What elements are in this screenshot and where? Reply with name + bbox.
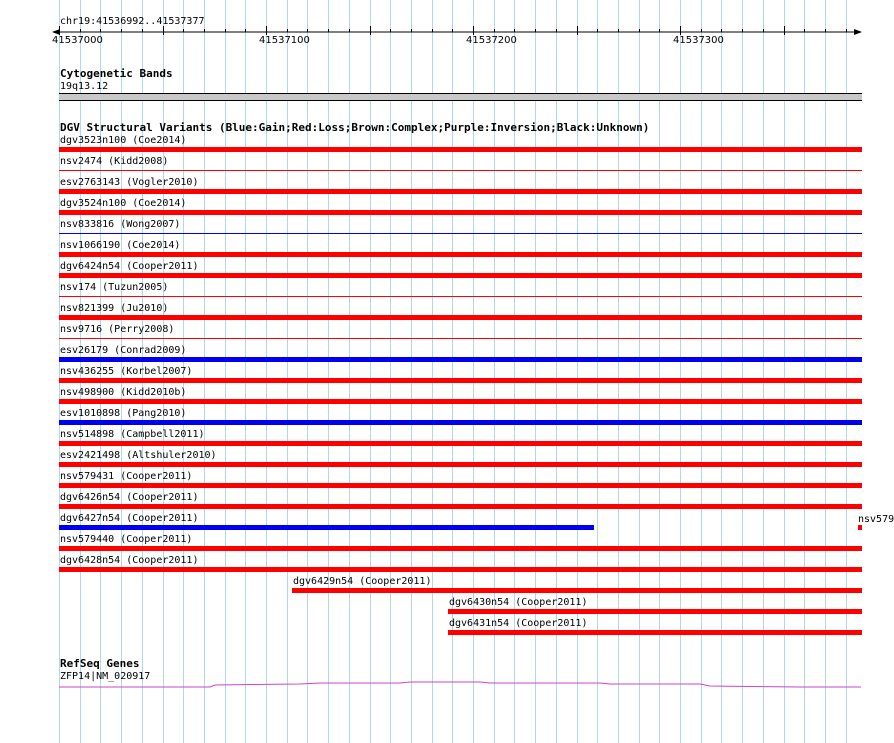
ruler-minor-ticks [60, 26, 847, 35]
region-label: chr19:41536992..41537377 [60, 16, 205, 27]
dgv-feature-bar[interactable] [59, 525, 594, 530]
dgv-feature-bar[interactable] [59, 546, 862, 551]
ruler-tick-label: 41537000 [52, 35, 103, 46]
dgv-feature-bar[interactable] [59, 567, 862, 572]
dgv-feature-label[interactable]: nsv821399 (Ju2010) [60, 303, 169, 314]
dgv-feature-bar[interactable] [59, 210, 862, 215]
dgv-feature-bar[interactable] [59, 315, 862, 320]
dgv-feature-label[interactable]: esv2763143 (Vogler2010) [60, 177, 199, 188]
dgv-feature-bar[interactable] [59, 252, 862, 257]
dgv-feature-bar[interactable] [59, 170, 862, 171]
dgv-feature-bar[interactable] [292, 588, 862, 593]
dgv-feature-label[interactable]: nsv579431 (Cooper2011) [60, 471, 193, 482]
dgv-feature-label[interactable]: nsv833816 (Wong2007) [60, 219, 181, 230]
dgv-feature-bar[interactable] [59, 399, 862, 404]
ruler-arrow-right [854, 29, 862, 35]
dgv-feature-label[interactable]: esv26179 (Conrad2009) [60, 345, 187, 356]
dgv-feature-label[interactable]: nsv174 (Tuzun2005) [60, 282, 169, 293]
dgv-feature-label[interactable]: dgv3523n100 (Coe2014) [60, 135, 187, 146]
dgv-feature-bar[interactable] [59, 147, 862, 152]
dgv-feature-bar[interactable] [59, 441, 862, 446]
dgv-feature-label[interactable]: dgv3524n100 (Coe2014) [60, 198, 187, 209]
dgv-feature-label[interactable]: dgv6430n54 (Cooper2011) [449, 597, 588, 608]
dgv-feature-label[interactable]: dgv6429n54 (Cooper2011) [293, 576, 432, 587]
cytoband-track-title[interactable]: Cytogenetic Bands [60, 67, 173, 80]
dgv-feature-bar[interactable] [59, 296, 862, 297]
dgv-feature-label[interactable]: nsv579440 (Cooper2011) [60, 534, 193, 545]
cytoband-bar[interactable] [59, 93, 862, 101]
dgv-feature-bar[interactable] [59, 483, 862, 488]
dgv-feature-label[interactable]: nsv1066190 (Coe2014) [60, 240, 181, 251]
dgv-feature-bar[interactable] [59, 338, 862, 339]
refseq-track-title[interactable]: RefSeq Genes [60, 657, 140, 670]
dgv-feature-bar[interactable] [59, 273, 862, 278]
dgv-feature-label[interactable]: dgv6427n54 (Cooper2011) [60, 513, 199, 524]
dgv-track-title[interactable]: DGV Structural Variants (Blue:Gain;Red:Loss;Brown:Complex;Purple:Inversion;Black:Unknown) [60, 121, 650, 134]
ruler-tick-label: 41537300 [673, 35, 724, 46]
ruler-tick-label: 41537200 [466, 35, 517, 46]
clipped-feature-label[interactable]: nsv579 [858, 514, 894, 525]
gene-label[interactable]: ZFP14|NM_020917 [60, 671, 151, 682]
gene-intron-line [59, 682, 861, 687]
dgv-feature-label[interactable]: nsv498900 (Kidd2010b) [60, 387, 187, 398]
dgv-feature-bar[interactable] [59, 378, 862, 383]
dgv-feature-label[interactable]: dgv6431n54 (Cooper2011) [449, 618, 588, 629]
cytoband-label: 19q13.12 [60, 81, 109, 92]
dgv-feature-bar[interactable] [59, 462, 862, 467]
ruler-axis [0, 22, 890, 62]
dgv-feature-bar[interactable] [448, 630, 862, 635]
dgv-feature-label[interactable]: nsv436255 (Korbel2007) [60, 366, 193, 377]
dgv-feature-label[interactable]: esv1010898 (Pang2010) [60, 408, 187, 419]
clipped-feature-bar[interactable] [858, 525, 862, 530]
dgv-feature-label[interactable]: dgv6428n54 (Cooper2011) [60, 555, 199, 566]
dgv-feature-label[interactable]: esv2421498 (Altshuler2010) [60, 450, 217, 461]
dgv-feature-bar[interactable] [59, 504, 862, 509]
dgv-feature-bar[interactable] [59, 420, 862, 425]
dgv-feature-bar[interactable] [59, 233, 862, 234]
dgv-feature-label[interactable]: nsv9716 (Perry2008) [60, 324, 175, 335]
dgv-feature-label[interactable]: dgv6424n54 (Cooper2011) [60, 261, 199, 272]
dgv-feature-label[interactable]: dgv6426n54 (Cooper2011) [60, 492, 199, 503]
ruler-tick-label: 41537100 [259, 35, 310, 46]
dgv-feature-bar[interactable] [59, 357, 862, 362]
gene-model[interactable] [0, 676, 890, 696]
dgv-feature-bar[interactable] [448, 609, 862, 614]
dgv-feature-bar[interactable] [59, 189, 862, 194]
dgv-feature-label[interactable]: nsv2474 (Kidd2008) [60, 156, 169, 167]
dgv-feature-label[interactable]: nsv514898 (Campbell2011) [60, 429, 205, 440]
